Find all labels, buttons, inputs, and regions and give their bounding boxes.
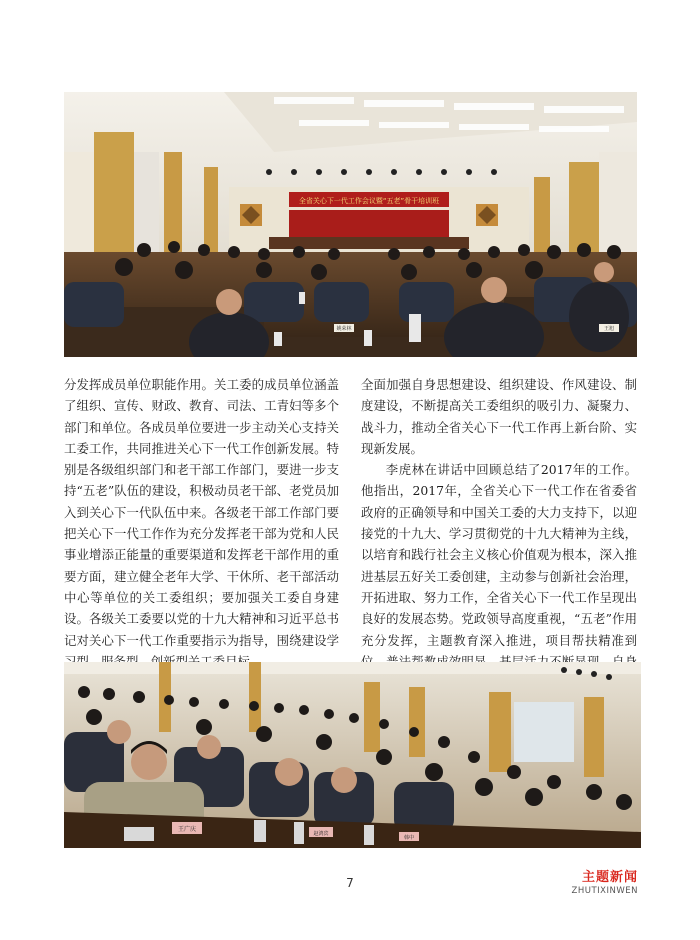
article-column-left — [64, 374, 339, 672]
nameplate: 王广庆 — [177, 826, 197, 833]
article-paragraph: 分发挥成员单位职能作用。关工委的成员单位涵盖了组织、宣传、财政、教育、司法、工青妇等多个部门和单位。各成员单位要进一步主动关心支持关工委工作，共同推进关心下一代工作创新发展。特别是各级组织部门和老干部工作部门，要进一步支持“五老”队伍的建设，积极动员老干部、老党员加入到关心下一代队伍中来。各级老干部工作部门要把关心下一代工作作为充分发挥老干部为党和人民事业增添正能量的重要渠道和发挥老干部作用的重要方面，建立健全老年大学、干休所、老干部活动中心等单位的关工委组织；要加强关工委自身建设。各级关工委要以党的十九大精神和习近平总书记对关心下一代工作重要指示为指导，围绕建设学 — [64, 377, 339, 648]
article-paragraph: 全面加强自身思想建设、组织建设、作风建设、制度建设，不断提高关工委组织的吸引力、凝聚力、战斗力，推动全省关心下一代工作再上新台阶、实现新发展。 — [361, 377, 637, 456]
page-number: 7 — [346, 876, 354, 890]
article-paragraph: 李虎林在讲话中回顾总结了2017年的工作。他指出，2017年，全省关心下一代工作在省委省政府的正确领导和中国关工委的大力支持下，以迎接党的十九大、学习贯彻党的十九大精神为主线，以培育和践行社会主义核心价值观为根本，深入推进基层五好关工委创建，主动参与创新社会治理，开拓进取、努力工作，全省关心下一代工作呈现出良好的发展态势。党政领导高度重视，“五老”作用充分发挥，主题教育深入推进，项目帮扶精准到 — [361, 462, 637, 648]
nameplate: 姚荣林 — [336, 326, 352, 332]
article-column-right — [361, 374, 637, 693]
nameplate: 韩中 — [403, 835, 415, 841]
conference-photo-bottom — [64, 662, 641, 848]
nameplate: 王旭 — [603, 326, 615, 332]
section-tag — [572, 866, 638, 896]
conference-hall-illustration — [64, 92, 637, 357]
banner-text: 全省关心下一代工作会议暨“五老”骨干培训班 — [298, 197, 440, 205]
conference-photo-top — [64, 92, 637, 357]
section-title: 主题新闻 — [581, 870, 638, 885]
meeting-attendees-illustration — [64, 662, 641, 848]
nameplate: 赵鸿宾 — [313, 831, 329, 837]
section-title-pinyin: ZHUTIXINWEN — [571, 886, 638, 896]
